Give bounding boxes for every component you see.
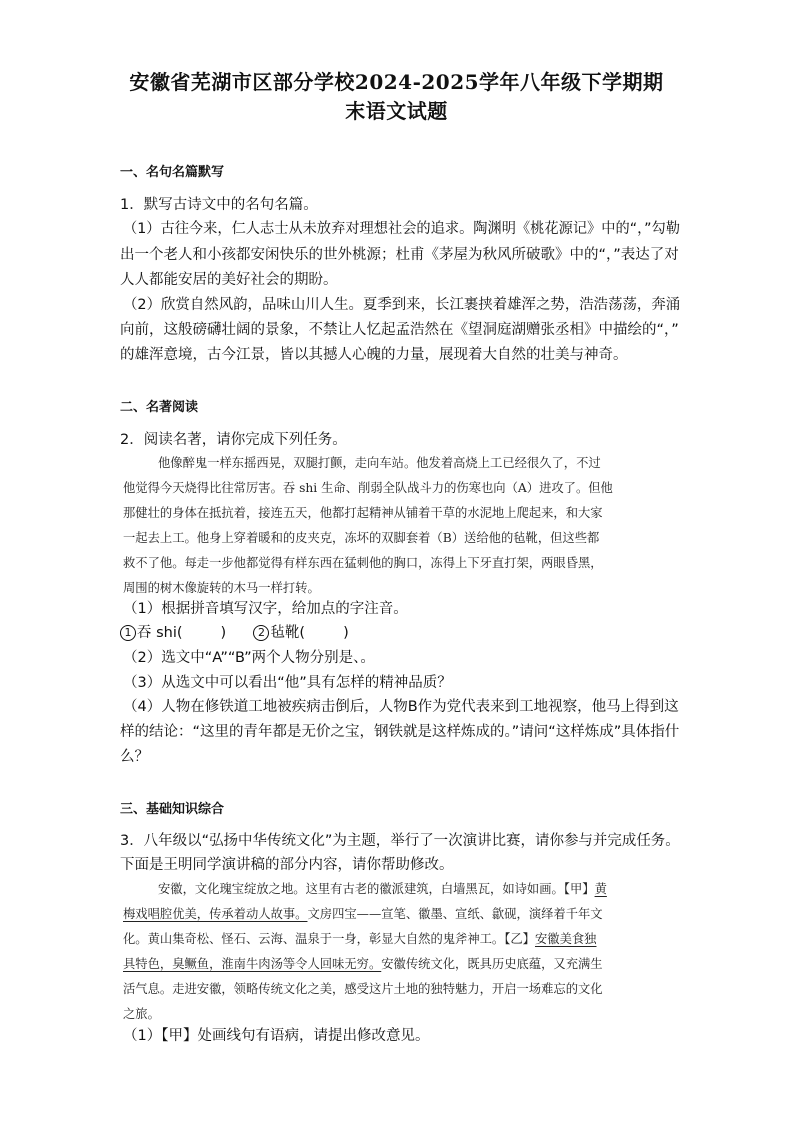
q2-task3: （3）从选文中可以看出“他”具有怎样的精神品质？ [123, 675, 452, 691]
q1-part1-line1: （1）古往今来，仁人志士从未放弃对理想社会的追求。陶渊明《桃花源记》中的“，”勾勒 [123, 221, 680, 237]
q2-passage-line: 他觉得今天烧得比往常厉害。吞 shi 生命、削弱全队战斗力的伤寒也向（A）进攻了。但他 [123, 481, 613, 495]
q3-passage-text: 黄山集奇松、怪石、云海、温泉于一身，彰显大自然的鬼斧神工。 [147, 932, 505, 946]
q2-task1-items [120, 621, 349, 642]
q3-stem-line2: 下面是王明同学演讲稿的部分内容，请你帮助修改。 [120, 857, 454, 873]
q2-task1-item-a-close: ) [220, 625, 227, 641]
q3-passage-line3 [123, 929, 596, 947]
q3-passage-text: 文房四宝——宣笔、徽墨、宣纸、歙砚，演绎着千年文 [307, 907, 603, 921]
q1-part2-line3: 的雄浑意境，古今江景，皆以其撼人心魄的力量，展现着大自然的壮美与神奇。 [120, 347, 628, 363]
q2-task4-line3: 么？ [120, 749, 149, 765]
q2-task2: （2）选文中“A”“B”两个人物分别是、。 [123, 650, 375, 666]
q3-passage-text: 化。 [123, 932, 148, 946]
page-title-line1: 安徽省芜湖市区部分学校2024-2025学年八年级下学期期 [129, 70, 664, 94]
q3-tag-yi: 【乙】 [504, 932, 535, 946]
circled-number-1: 1 [120, 625, 136, 641]
q3-underlined-sentence-yi: 具特色，臭鳜鱼，淮南牛肉汤等令人回味无穷。 [123, 957, 382, 971]
q3-passage-text: 安徽，文化瑰宝绽放之地。这里有古老的徽派建筑，白墙黑瓦，如诗如画。 [158, 882, 564, 896]
q2-passage-line: 他像醉鬼一样东摇西晃，双腿打颤，走向车站。他发着高烧上工已经很久了，不过 [158, 456, 601, 470]
section-heading-1: 一、名句名篇默写 [120, 165, 225, 180]
q2-passage-line: 周围的树木像旋转的木马一样打转。 [123, 581, 320, 595]
circled-number-2: 2 [253, 625, 269, 641]
q3-task1: （1）【甲】处画线句有语病，请提出修改意见。 [123, 1028, 430, 1044]
q2-task1-item-b-close: ) [343, 625, 349, 641]
q3-underlined-sentence-jia: 梅戏唱腔优美，传承着动人故事。 [123, 907, 308, 921]
q3-stem-line1: 3．八年级以“弘扬中华传统文化”为主题，举行了一次演讲比赛，请你参与并完成任务。 [120, 833, 680, 849]
section-heading-2: 二、名著阅读 [120, 400, 199, 415]
q3-tag-jia: 【甲】 [563, 882, 595, 896]
q2-stem: 2．阅读名著，请你完成下列任务。 [120, 432, 347, 448]
q3-passage-line4 [123, 954, 603, 972]
q1-stem: 1．默写古诗文中的名句名篇。 [120, 197, 318, 213]
q3-passage-text: 安徽传统文化，既具历史底蕴，又充满生 [381, 957, 603, 971]
q3-passage-line2 [123, 904, 603, 922]
q1-part1-line3: 人人都能安居的美好社会的期盼。 [120, 272, 338, 288]
q2-task1-item-b: 毡靴( [270, 625, 306, 641]
q2-passage-line: 那健壮的身体在抵抗着，接连五天，他都打起精神从铺着干草的水泥地上爬起来，和大家 [123, 506, 603, 520]
page-title-line2: 末语文试题 [345, 99, 448, 123]
q1-part2-line2: 向前，这般磅礴壮阔的景象，不禁让人忆起孟浩然在《望洞庭湖赠张丞相》中描绘的“，” [120, 322, 679, 338]
q3-passage-line1 [158, 879, 607, 897]
q1-part1-line2: 出一个老人和小孩都安闲快乐的世外桃源；杜甫《茅屋为秋风所破歌》中的“，”表达了对 [120, 247, 679, 263]
q2-task1-item-a: 吞 shi( [137, 625, 183, 641]
q2-task1: （1）根据拼音填写汉字，给加点的字注音。 [123, 601, 408, 617]
q1-part2-line1: （2）欣赏自然风韵，品味山川人生。夏季到来，长江裹挟着雄浑之势，浩浩荡荡，奔涌 [123, 297, 681, 313]
q3-passage-line5: 活气息。走进安徽，领略传统文化之美，感受这片土地的独特魅力，开启一场难忘的文化 [123, 982, 603, 996]
q3-underlined-sentence-yi: 安徽美食独 [534, 932, 597, 946]
q3-underlined-sentence-jia: 黄 [594, 882, 607, 896]
q2-task4-line1: （4）人物在修铁道工地被疾病击倒后，人物B作为党代表来到工地视察，他马上得到这 [123, 699, 679, 715]
section-heading-3: 三、基础知识综合 [120, 802, 225, 817]
q2-passage-line: 一起去上工。他身上穿着暖和的皮夹克，冻坏的双脚套着（B）送给他的毡靴，但这些都 [123, 531, 600, 545]
q3-passage-line6: 之旅。 [123, 1007, 160, 1021]
q2-task4-line2: 样的结论：“这里的青年都是无价之宝，钢铁就是这样炼成的。”请问“这样炼成”具体指什 [120, 724, 680, 740]
q2-passage-line: 救不了他。每走一步他都觉得有样东西在猛刺他的胸口，冻得上下牙直打架，两眼昏黑， [123, 556, 603, 570]
